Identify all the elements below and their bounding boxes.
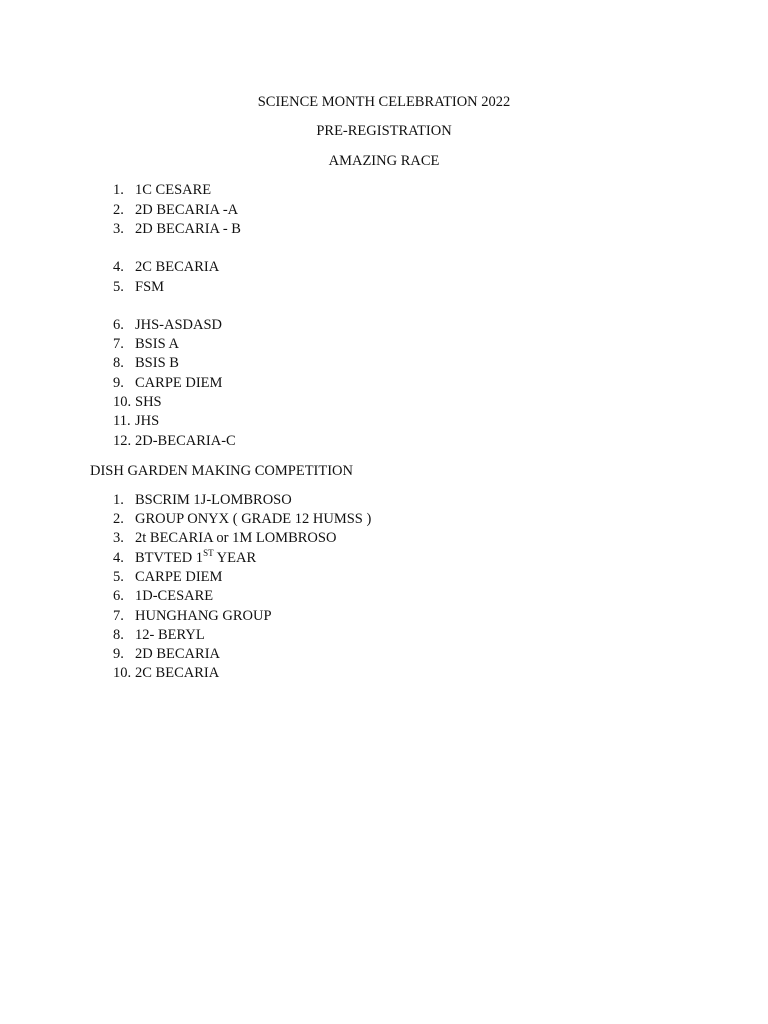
list-item-text <box>135 549 256 568</box>
list-item-number: 7. <box>113 608 124 624</box>
list-item-text: 1C CESARE <box>135 182 212 198</box>
list-item-number: 10. <box>113 665 132 681</box>
list-item-number: 4. <box>113 259 124 275</box>
list-item-text: BSIS A <box>135 336 179 352</box>
list-item-text: 2D BECARIA -A <box>135 202 239 218</box>
list-item-text: JHS-ASDASD <box>135 317 223 333</box>
list-item-text: CARPE DIEM <box>135 375 223 391</box>
list-item-text: BSIS B <box>135 355 179 371</box>
list-item-number: 6. <box>113 317 124 333</box>
list-item-text: 2D BECARIA <box>135 646 220 662</box>
list-item-number: 1. <box>113 492 124 508</box>
list-item-number: 2. <box>113 202 124 218</box>
list-item-number: 2. <box>113 511 124 527</box>
list-item-text: SHS <box>135 394 162 410</box>
section-title-dish-garden: DISH GARDEN MAKING COMPETITION <box>90 463 354 479</box>
list-item-text: CARPE DIEM <box>135 569 223 585</box>
section-title-amazing-race: AMAZING RACE <box>328 153 440 169</box>
list-item-number: 12. <box>113 433 132 449</box>
list-item-number: 5. <box>113 569 124 585</box>
list-item-text: JHS <box>135 413 160 429</box>
list-item-text-main: BTVTED 1 <box>135 550 204 566</box>
list-item-text: FSM <box>135 279 165 295</box>
list-item-text: BSCRIM 1J-LOMBROSO <box>135 492 292 508</box>
list-item-number: 7. <box>113 336 124 352</box>
list-item-number: 3. <box>113 221 124 237</box>
list-item-text: 2D BECARIA - B <box>135 221 241 237</box>
list-item-number: 4. <box>113 550 124 566</box>
list-item-text: 2C BECARIA <box>135 259 220 275</box>
list-item-text: 12- BERYL <box>135 627 205 643</box>
list-item-number: 3. <box>113 530 124 546</box>
list-item-number: 6. <box>113 588 124 604</box>
list-item-text: 1D-CESARE <box>135 588 214 604</box>
list-item-number: 10. <box>113 394 132 410</box>
document-title: SCIENCE MONTH CELEBRATION 2022 <box>257 94 511 110</box>
list-item-text: 2C BECARIA <box>135 665 220 681</box>
list-item-number: 1. <box>113 182 124 198</box>
list-item-text: 2D-BECARIA-C <box>135 433 236 449</box>
list-item-number: 8. <box>113 355 124 371</box>
list-item-number: 11. <box>113 413 131 429</box>
list-item-text: 2t BECARIA or 1M LOMBROSO <box>135 530 337 546</box>
list-item-text: HUNGHANG GROUP <box>135 608 272 624</box>
list-item-number: 9. <box>113 375 124 391</box>
document-subtitle: PRE-REGISTRATION <box>316 123 452 139</box>
list-item-number: 9. <box>113 646 124 662</box>
list-item-number: 8. <box>113 627 124 643</box>
list-item-number: 5. <box>113 279 124 295</box>
ordinal-superscript: ST <box>203 548 214 559</box>
list-item-text-after: YEAR <box>213 550 257 566</box>
list-item-text: GROUP ONYX ( GRADE 12 HUMSS ) <box>135 511 372 527</box>
